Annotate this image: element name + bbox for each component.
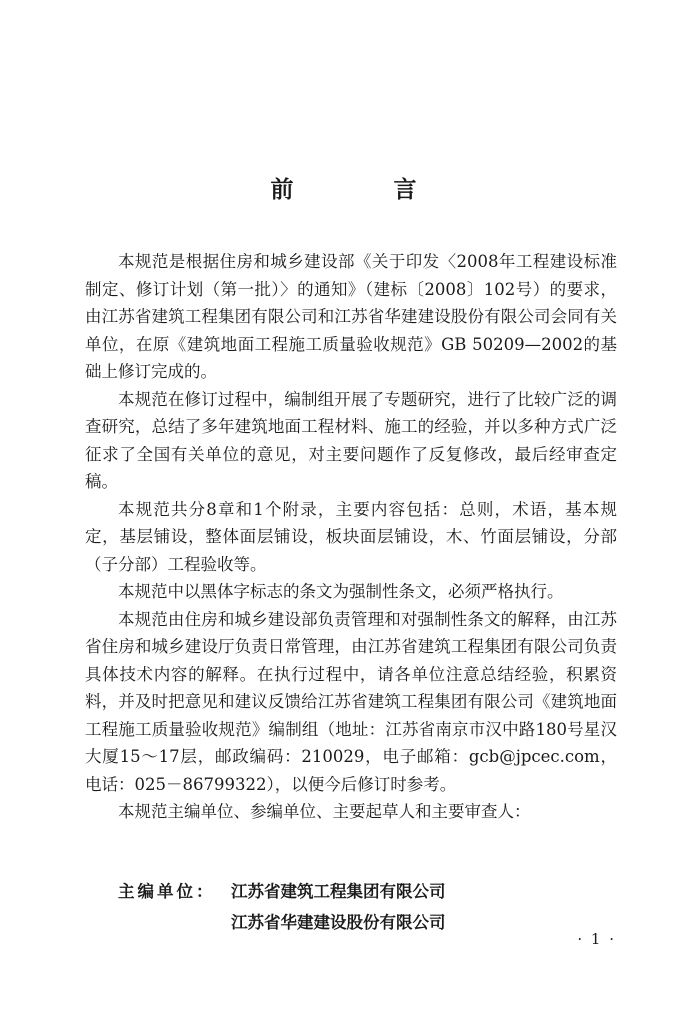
preface-paragraph-contents: 本规范共分8章和1个附录，主要内容包括：总则，术语，基本规定，基层铺设，整体面层铺设，板块面层铺设，木、竹面层铺设，分部（子分部）工程验收等。 [85,499,617,574]
chief-editor-unit: 江苏省华建建设股份有限公司 [231,913,446,932]
chief-editor-label-spacer [85,907,231,938]
preface-paragraph-mandatory: 本规范中以黑体字标志的条文为强制性条文，必须严格执行。 [118,582,564,601]
page-title: 前 言 [270,177,463,204]
page-number: · 1 · [577,930,616,948]
chief-editor-units [85,876,617,938]
preface-paragraph-management: 本规范由住房和城乡建设部负责管理和对强制性条文的解释，由江苏省住房和城乡建设厅负责日常管理，由江苏省建筑工程集团有限公司负责具体技术内容的解释。在执行过程中，请各单位注意总结经验，积累资料，并及时把意见和建议反馈给江苏省建筑工程集团有限公司《建筑地面工程施工质量验收规范》编制组（地址：江苏省南京市汉中路180号星汉大厦15～17层，邮政编码：210029，电子邮箱：gcb@jpcec.com，电话：025－86799322），以便今后修订时参考。 [85,609,617,794]
chief-editor-line [85,907,617,938]
chief-editor-label: 主编单位： [118,882,216,901]
preface-body [85,248,617,826]
preface-paragraph-basis: 本规范是根据住房和城乡建设部《关于印发〈2008年工程建设标准制定、修订计划（第一批）〉的通知》（建标〔2008〕102号）的要求，由江苏省建筑工程集团有限公司和江苏省华建建设股份有限公司会同有关单位，在原《建筑地面工程施工质量验收规范》GB 50209—2002的基础上修订完成的。 [85,252,617,381]
preface-paragraph-revision-process: 本规范在修订过程中，编制组开展了专题研究，进行了比较广泛的调查研究，总结了多年建筑地面工程材料、施工的经验，并以多种方式广泛征求了全国有关单位的意见，对主要问题作了反复修改，最后经审查定稿。 [85,389,617,491]
chief-editor-line [85,876,617,907]
chief-editor-unit: 江苏省建筑工程集团有限公司 [231,882,446,901]
preface-paragraph-editors-intro: 本规范主编单位、参编单位、主要起草人和主要审查人： [118,802,531,821]
